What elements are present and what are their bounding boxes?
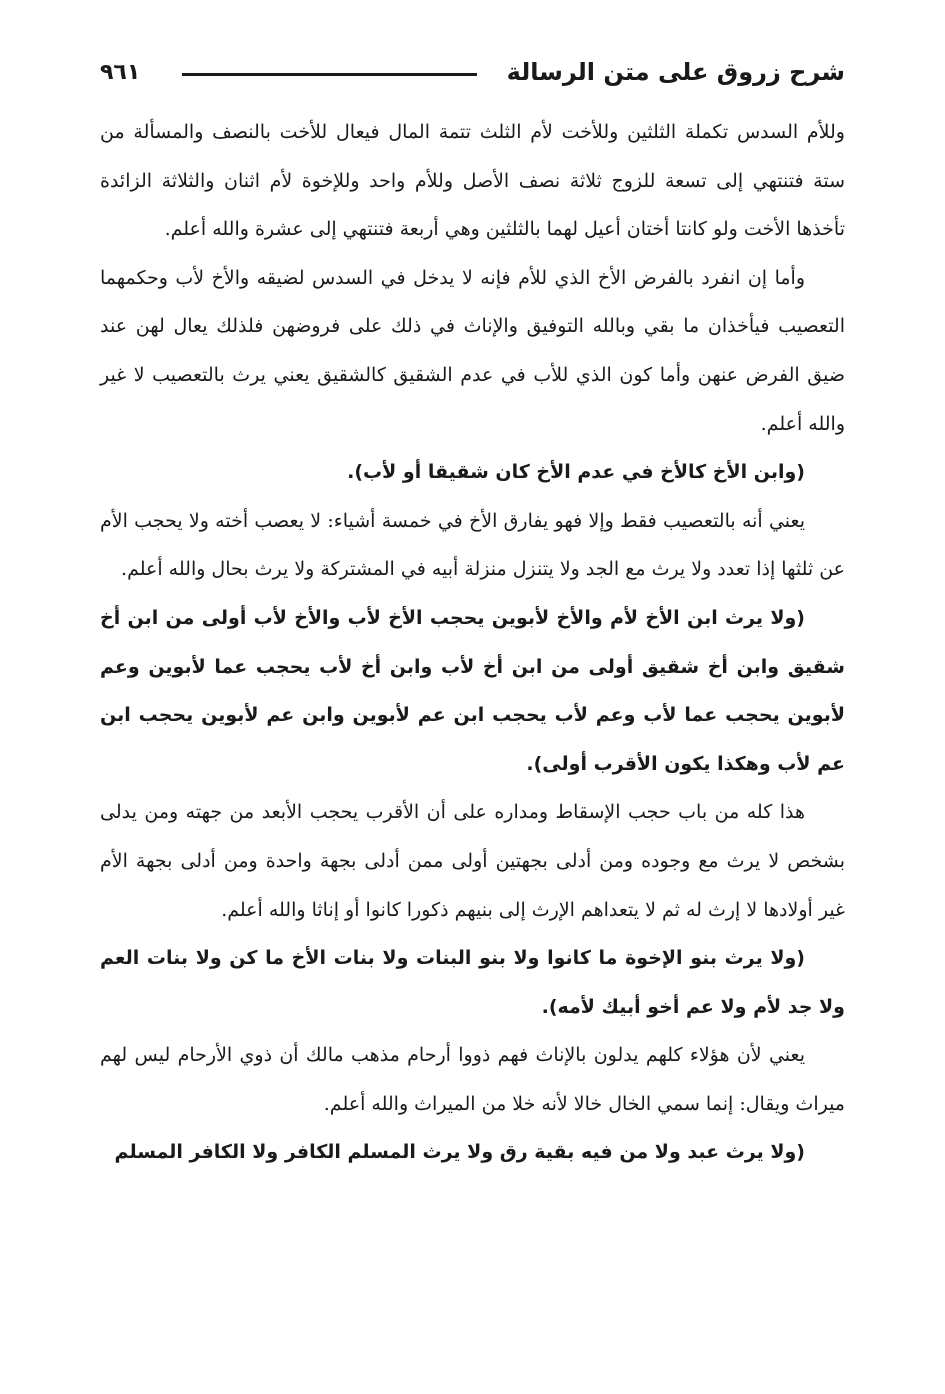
paragraph-7: (ولا يرث بنو الإخوة ما كانوا ولا بنو البنات ولا بنات الأخ ما كن ولا بنات العم ولا جد لأم ولا عم أخو أبيك لأمه).	[100, 947, 845, 1018]
paragraph-5: (ولا يرث ابن الأخ لأم والأخ لأبوين يحجب الأخ لأب والأخ لأب أولى من ابن أخ شقيق وابن أخ شقيق أولى من ابن أخ لأب وابن أخ لأب يحجب عما لأبوين وعم لأبوين يحجب عما لأب وعم لأب يحجب ابن عم لأبوين وابن عم لأبوين يحجب ابن عم لأب وهكذا يكون الأقرب أولى).	[100, 606, 845, 775]
page-header	[100, 52, 845, 92]
paragraph-2: وأما إن انفرد بالفرض الأخ الذي للأم فإنه لا يدخل في السدس لضيقه والأخ لأب وحكمهما التعصيب فيأخذان ما بقي وبالله التوفيق والإناث في ذلك على فروضهن فلذلك يعال لهن عند ضيق الفرض عنهن وأما كون الذي للأب في عدم الشقيق كالشقيق يعني يرث بالتعصيب لا غير والله أعلم.	[100, 266, 845, 435]
page-number: ٩٦١	[100, 59, 141, 85]
paragraph-9: (ولا يرث عبد ولا من فيه بقية رق ولا يرث المسلم الكافر ولا الكافر المسلم	[114, 1141, 805, 1164]
paragraph-6: هذا كله من باب حجب الإسقاط ومداره على أن الأقرب يحجب الأبعد من جهته ومن يدلى بشخص لا يرث مع وجوده ومن أدلى بجهتين أولى ممن أدلى بجهة واحدة ومن أدلى بجهة الأم غير أولادها لا إرث له ثم لا يتعداهم الإرث إلى بنيهم ذكورا كانوا أو إناثا والله أعلم.	[100, 801, 845, 921]
paragraph-8: يعني لأن هؤلاء كلهم يدلون بالإناث فهم ذووا أرحام مذهب مالك أن ذوي الأرحام ليس لهم ميراث ويقال: إنما سمي الخال خالا لأنه خلا من الميراث والله أعلم.	[100, 1044, 845, 1115]
paragraph-3: (وابن الأخ كالأخ في عدم الأخ كان شقيقا أو لأب).	[347, 461, 805, 484]
paragraph-4: يعني أنه بالتعصيب فقط وإلا فهو يفارق الأخ في خمسة أشياء: لا يعصب أخته ولا يحجب الأم عن ثلثها إذا تعدد ولا يرث مع الجد ولا يتنزل منزلة أبيه في المشتركة ولا يرث بحال والله أعلم.	[100, 509, 845, 581]
running-title: شرح زروق على متن الرسالة	[506, 58, 845, 86]
page-body	[100, 108, 845, 1177]
header-rule	[182, 73, 476, 76]
paragraph-1: وللأم السدس تكملة الثلثين وللأخت لأم الثلث تتمة المال فيعال للأخت بالنصف والمسألة من ستة فتنتهي إلى تسعة للزوج ثلاثة نصف الأصل وللأم واحد وللإخوة لأم اثنان والثلاثة الزائدة تأخذها الأخت ولو كانتا أختان أعيل لهما بالثلثين وهي أربعة فتنتهي إلى عشرة والله أعلم.	[100, 121, 845, 241]
